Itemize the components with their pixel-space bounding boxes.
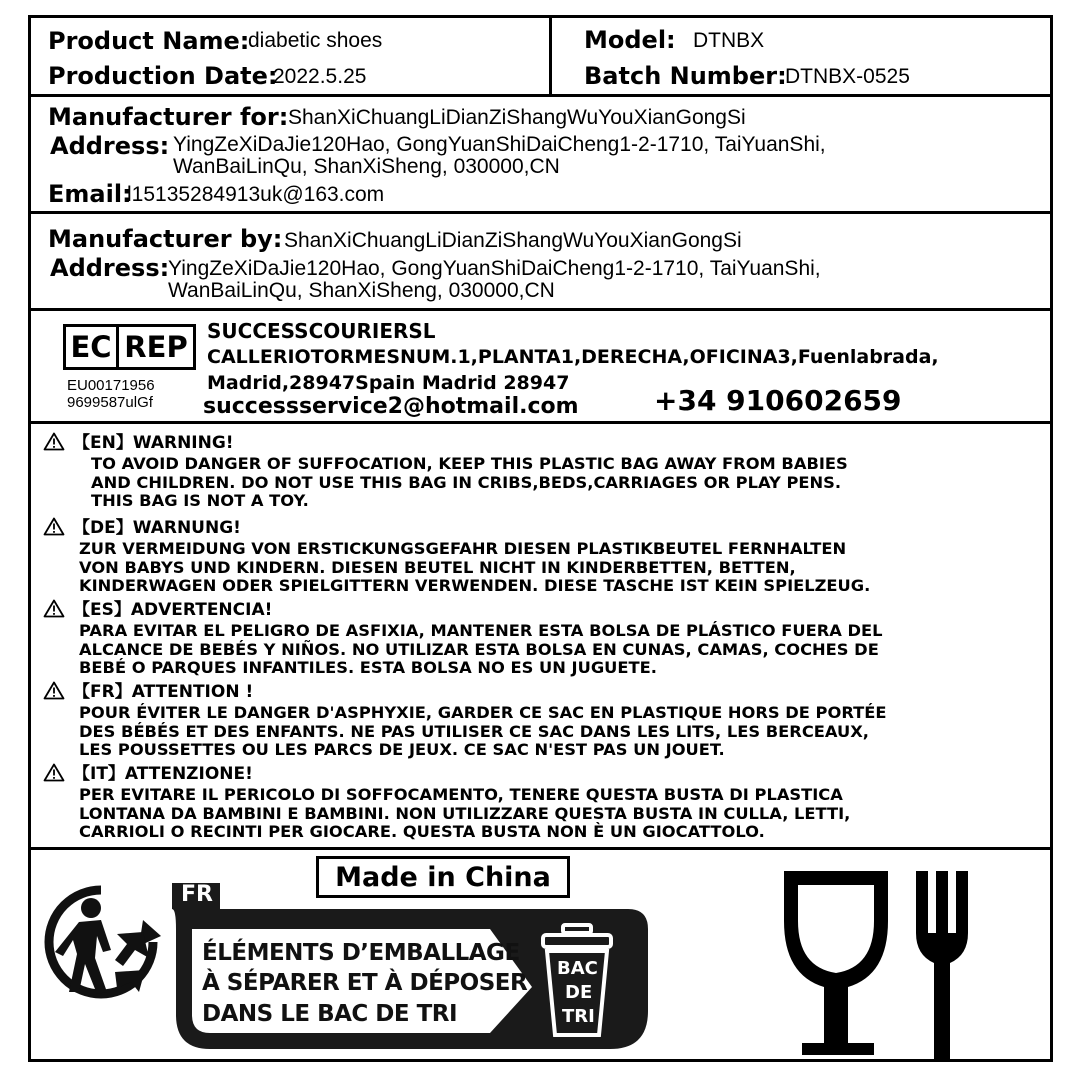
- production-date-value: 2022.5.25: [273, 65, 367, 88]
- ec-rep-company: SUCCESSCOURIERSL: [207, 319, 436, 343]
- manufacturer-by-address-line2: WanBaiLinQu, ShanXiSheng, 030000,CN: [168, 279, 555, 302]
- ec-rep-code-2: 9699587ulGf: [67, 394, 153, 411]
- warning-es-heading: 【ES】ADVERTENCIA!: [73, 600, 273, 620]
- ec-rep-phone: +34 910602659: [654, 384, 902, 417]
- manufacturer-for-email-value: l15135284913uk@163.com: [127, 183, 385, 206]
- production-date-label: Production Date:: [48, 62, 278, 90]
- triman-country: FR: [181, 882, 213, 907]
- bin-text-3: TRI: [562, 1006, 595, 1027]
- ec-rep-code-1: EU00171956: [67, 377, 155, 394]
- warning-fr-heading: 【FR】ATTENTION !: [73, 682, 254, 702]
- warning-fr: [43, 681, 887, 760]
- warning-es-line: ALCANCE DE BEBÉS Y NIÑOS. NO UTILIZAR ESTA BOLSA EN CUNAS, CAMAS, COCHES DE: [79, 639, 879, 659]
- warning-triangle-icon: [43, 517, 65, 540]
- triman-line2: À SÉPARER ET À DÉPOSER: [202, 970, 528, 996]
- warning-es-line: BEBÉ O PARQUES INFANTILES. ESTA BOLSA NO ES UN JUGUETE.: [79, 658, 657, 677]
- divider: [31, 421, 1050, 424]
- made-in-china-box: Made in China: [316, 856, 570, 898]
- ec-rep-address-line2: Madrid,28947Spain Madrid 28947: [207, 372, 570, 394]
- divider: [31, 308, 1050, 311]
- manufacturer-for-name: ShanXiChuangLiDianZiShangWuYouXianGongSi: [288, 106, 746, 129]
- model-value: DTNBX: [693, 29, 765, 52]
- batch-number-label: Batch Number:: [584, 62, 787, 90]
- warning-de-line: KINDERWAGEN ODER SPIELGITTERN VERWENDEN. DIESE TASCHE IST KEIN SPIELZEUG.: [79, 576, 871, 595]
- warning-de: [43, 517, 870, 596]
- warning-fr-line: LES POUSSETTES OU LES PARCS DE JEUX. CE SAC N'EST PAS UN JOUET.: [79, 740, 725, 759]
- header-divider: [549, 18, 552, 96]
- manufacturer-for-label: Manufacturer for:: [48, 103, 289, 131]
- warning-it: [43, 763, 850, 842]
- warning-triangle-icon: [43, 681, 65, 704]
- warning-en-line: AND CHILDREN. DO NOT USE THIS BAG IN CRIBS,BEDS,CARRIAGES OR PLAY PENS.: [91, 472, 842, 492]
- triman-line1: ÉLÉMENTS D’EMBALLAGE: [202, 940, 520, 966]
- food-contact-glass-fork-icon: [776, 863, 976, 1063]
- warning-triangle-icon: [43, 763, 65, 786]
- product-name-value: diabetic shoes: [248, 29, 383, 52]
- warning-en-line: THIS BAG IS NOT A TOY.: [91, 491, 309, 510]
- ec-box: EC: [63, 324, 119, 370]
- model-label: Model:: [584, 26, 676, 54]
- manufacturer-by-name: ShanXiChuangLiDianZiShangWuYouXianGongSi: [284, 229, 742, 252]
- manufacturer-for-address-line1: YingZeXiDaJie120Hao, GongYuanShiDaiCheng1-2-1710, TaiYuanShi,: [173, 133, 826, 156]
- warning-en-line: TO AVOID DANGER OF SUFFOCATION, KEEP THIS PLASTIC BAG AWAY FROM BABIES: [91, 454, 848, 473]
- warning-it-line: LONTANA DA BAMBINI E BAMBINI. NON UTILIZZARE QUESTA BUSTA IN CULLA, LETTI,: [79, 803, 851, 823]
- triman-line3: DANS LE BAC DE TRI: [202, 1001, 458, 1027]
- warning-es: [43, 599, 883, 678]
- triman-recycling-icon: [39, 880, 163, 1004]
- manufacturer-by-address-label: Address:: [50, 254, 170, 282]
- warning-de-line: VON BABYS UND KINDERN. DIESEN BEUTEL NICHT IN KINDERBETTEN, BETTEN,: [79, 557, 796, 577]
- warning-en-heading: 【EN】WARNING!: [73, 433, 234, 453]
- manufacturer-for-email-label: Email:: [48, 180, 132, 208]
- warning-it-line: PER EVITARE IL PERICOLO DI SOFFOCAMENTO, TENERE QUESTA BUSTA DI PLASTICA: [79, 785, 843, 804]
- bin-text-2: DE: [565, 982, 593, 1003]
- ec-rep-address-line1: CALLERIOTORMESNUM.1,PLANTA1,DERECHA,OFICINA3,Fuenlabrada,: [207, 346, 939, 368]
- batch-number-value: DTNBX-0525: [785, 65, 910, 88]
- product-name-label: Product Name:: [48, 27, 250, 55]
- divider: [31, 94, 1050, 97]
- warning-es-line: PARA EVITAR EL PELIGRO DE ASFIXIA, MANTENER ESTA BOLSA DE PLÁSTICO FUERA DEL: [79, 621, 883, 640]
- warning-it-line: CARRIOLI O RECINTI PER GIOCARE. QUESTA BUSTA NON È UN GIOCATTOLO.: [79, 822, 765, 841]
- rep-box: REP: [119, 324, 196, 370]
- warning-it-heading: 【IT】ATTENZIONE!: [73, 764, 253, 784]
- warning-fr-line: DES BÉBÉS ET DES ENFANTS. NE PAS UTILISER CE SAC DANS LES LITS, LES BERCEAUX,: [79, 721, 869, 741]
- manufacturer-by-label: Manufacturer by:: [48, 225, 283, 253]
- warning-de-heading: 【DE】WARNUNG!: [73, 518, 241, 538]
- manufacturer-by-address-line1: YingZeXiDaJie120Hao, GongYuanShiDaiCheng1-2-1710, TaiYuanShi,: [168, 257, 821, 280]
- divider: [31, 211, 1050, 214]
- manufacturer-for-address-label: Address:: [50, 132, 170, 160]
- warning-de-line: ZUR VERMEIDUNG VON ERSTICKUNGSGEFAHR DIESEN PLASTIKBEUTEL FERNHALTEN: [79, 539, 847, 558]
- warning-fr-line: POUR ÉVITER LE DANGER D'ASPHYXIE, GARDER CE SAC EN PLASTIQUE HORS DE PORTÉE: [79, 703, 887, 722]
- warning-triangle-icon: [43, 432, 65, 455]
- bin-text-1: BAC: [557, 958, 598, 979]
- manufacturer-for-address-line2: WanBaiLinQu, ShanXiSheng, 030000,CN: [173, 155, 560, 178]
- warning-en: [43, 432, 848, 511]
- ec-rep-email: successservice2@hotmail.com: [203, 394, 579, 419]
- warning-triangle-icon: [43, 599, 65, 622]
- divider: [31, 847, 1050, 850]
- product-label: [28, 15, 1053, 1062]
